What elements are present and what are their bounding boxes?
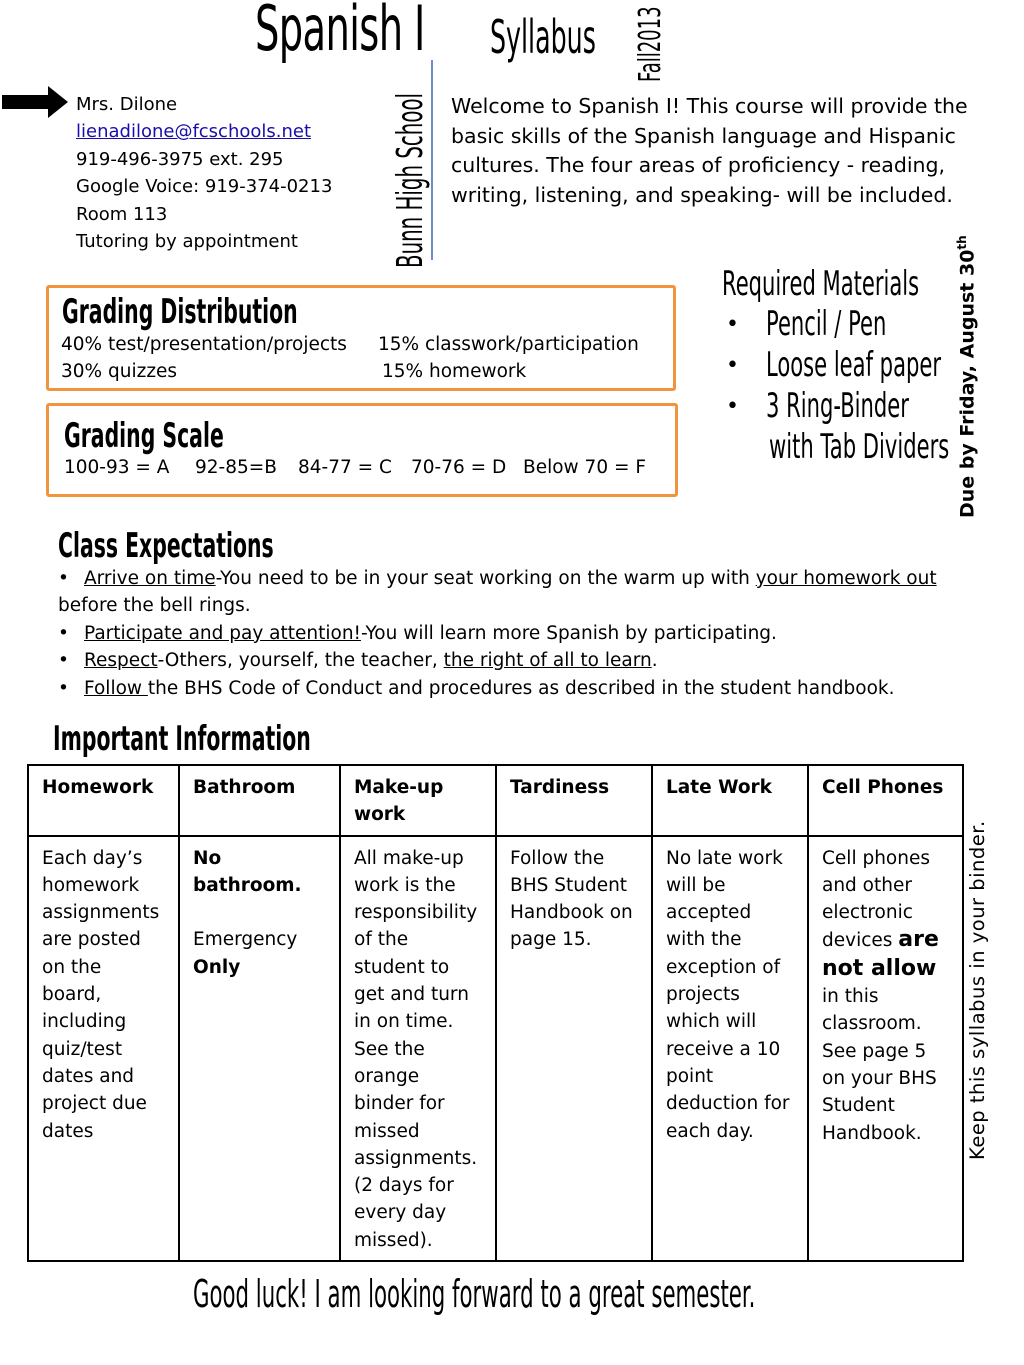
cell-homework: Each day’s homework assignments are posted on the board, including quiz/test dates and project due dates	[28, 836, 179, 1261]
grading-scale-title: Grading Scale	[64, 416, 224, 456]
cell-tardiness: Follow the BHS Student Handbook on page 15.	[496, 836, 652, 1261]
dist-tests: 40% test/presentation/projects	[61, 334, 347, 355]
footer-message: Good luck! I am looking forward to a great semester.	[193, 1272, 756, 1316]
important-info-title: Important Information	[53, 719, 311, 759]
table-header-row	[28, 765, 963, 836]
list-item: • Arrive on time-You need to be in your seat working on the warm up with your homework out	[58, 565, 958, 592]
bullet-icon: •	[726, 394, 739, 419]
tutoring-note: Tutoring by appointment	[76, 231, 298, 253]
material-item: • Loose leaf paper	[726, 345, 942, 385]
bullet-icon: •	[726, 353, 739, 378]
room-number: Room 113	[76, 203, 168, 225]
scale-a: 100-93 = A	[64, 457, 170, 478]
grading-scale-box	[46, 403, 678, 497]
dist-classwork: 15% classwork/participation	[378, 334, 639, 355]
cell-bathroom: No bathroom. Emergency Only	[179, 836, 340, 1261]
bullet-icon: •	[726, 312, 739, 337]
scale-f: Below 70 = F	[523, 457, 646, 478]
header-makeup: Make-up work	[340, 765, 496, 836]
material-item: • Pencil / Pen	[726, 304, 887, 344]
contact-info	[76, 91, 332, 255]
scale-d: 70-76 = D	[411, 457, 507, 478]
school-divider	[431, 60, 433, 260]
bullet-icon: •	[58, 677, 69, 699]
teacher-name: Mrs. Dilone	[76, 94, 178, 115]
welcome-text: Welcome to Spanish I! This course will provide the basic skills of the Spanish language and Hispanic cultures. The four areas of proficiency - reading, writing, listening, and speaking- will be included.	[451, 94, 968, 207]
bullet-icon: •	[58, 622, 69, 644]
bullet-icon: •	[58, 650, 69, 672]
dist-homework: 15% homework	[382, 361, 527, 382]
google-voice: Google Voice: 919-374-0213	[76, 176, 333, 198]
due-date: Due by Friday, August 30th	[955, 235, 979, 518]
term-label: Fall2013	[633, 6, 668, 83]
scale-c: 84-77 = C	[298, 457, 392, 478]
list-item: • Participate and pay attention!-You will learn more Spanish by participating.	[58, 620, 958, 647]
school-name: Bunn High School	[390, 92, 431, 269]
material-item-continued: with Tab Dividers	[769, 427, 950, 467]
page-title: Spanish I	[255, 0, 425, 65]
grading-distribution-title: Grading Distribution	[62, 292, 298, 332]
arrow-right-icon	[2, 86, 68, 118]
email-link[interactable]: lienadilone@fcschools.net	[76, 121, 312, 143]
required-materials	[722, 264, 1024, 468]
material-item: • 3 Ring-Binder	[726, 386, 909, 426]
list-item-continued: before the bell rings.	[58, 595, 251, 617]
header-bathroom: Bathroom	[179, 765, 340, 836]
keep-note: Keep this syllabus in your binder.	[966, 820, 989, 1160]
list-item: • Respect-Others, yourself, the teacher, the right of all to learn.	[58, 647, 958, 674]
scale-b: 92-85=B	[195, 457, 277, 478]
table-row	[28, 836, 963, 1261]
bullet-icon: •	[58, 568, 69, 589]
header-cell-phones: Cell Phones	[808, 765, 963, 836]
list-item: • Follow the BHS Code of Conduct and procedures as described in the student handbook.	[58, 675, 958, 702]
cell-late-work: No late work will be accepted with the exception of projects which will receive a 10 point deduction for each day.	[652, 836, 808, 1261]
page-subtitle: Syllabus	[490, 10, 596, 64]
cell-makeup: All make-up work is the responsibility of the student to get and turn in on time. See the orange binder for missed assignments. (2 days for every day missed).	[340, 836, 496, 1261]
header-tardiness: Tardiness	[496, 765, 652, 836]
header-homework: Homework	[28, 765, 179, 836]
cell-cell-phones: Cell phones and other electronic devices are not allow in this classroom. See page 5 on your BHS Student Handbook.	[808, 836, 963, 1261]
materials-title: Required Materials	[722, 264, 920, 304]
phone-number: 919-496-3975 ext. 295	[76, 148, 284, 170]
expectations-list	[58, 565, 958, 702]
header-late-work: Late Work	[652, 765, 808, 836]
dist-quizzes: 30% quizzes	[61, 361, 178, 382]
expectations-title: Class Expectations	[58, 526, 274, 566]
important-info-table	[27, 764, 964, 1262]
grading-distribution-box	[46, 285, 676, 391]
